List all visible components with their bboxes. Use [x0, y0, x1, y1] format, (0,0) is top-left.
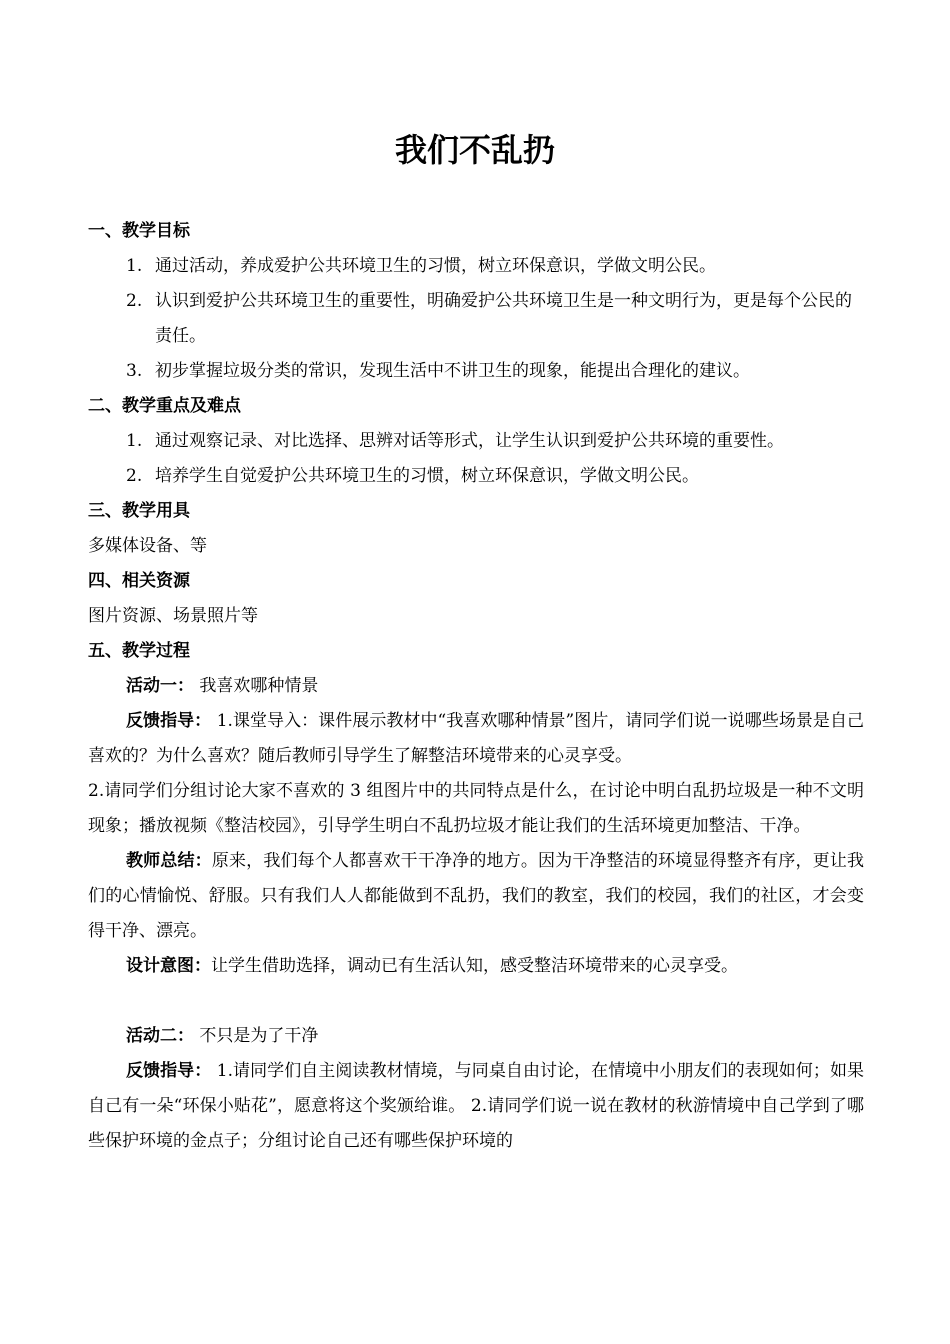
section-heading-process: 五、教学过程	[88, 641, 190, 661]
summary-text: 原来，我们每个人都喜欢干干净净的地方。因为干净整洁的环境显得整齐有序，更让我们的心情愉悦、舒服。只有我们人人都能做到不乱扔，我们的教室，我们的校园，我们的社区，才会变得干净、漂亮。	[88, 851, 865, 941]
document-title: 我们不乱扔	[394, 131, 555, 169]
section-heading-key-points: 二、教学重点及难点	[88, 396, 241, 416]
design-intent	[88, 949, 864, 984]
list-item-text: 培养学生自觉爱护公共环境卫生的习惯，树立环保意识，学做文明公民。	[155, 466, 699, 486]
activity-two-feedback	[88, 1054, 864, 1159]
list-item	[88, 459, 864, 494]
list-item-number: 1.	[126, 431, 143, 451]
activity-one-feedback	[88, 704, 864, 774]
list-item-number: 2.	[126, 466, 143, 486]
list-item-text: 认识到爱护公共环境卫生的重要性，明确爱护公共环境卫生是一种文明行为，更是每个公民的责任。	[155, 291, 852, 346]
section-heading-objectives: 一、教学目标	[88, 221, 190, 241]
list-item-number: 1.	[126, 256, 143, 276]
section-heading-resources: 四、相关资源	[88, 571, 190, 591]
list-item-text: 初步掌握垃圾分类的常识，发现生活中不讲卫生的现象，能提出合理化的建议。	[155, 361, 750, 381]
summary-label: 教师总结：	[126, 851, 212, 871]
list-item-text: 通过观察记录、对比选择、思辨对话等形式，让学生认识到爱护公共环境的重要性。	[155, 431, 784, 451]
design-text: 让学生借助选择，调动已有生活认知，感受整洁环境带来的心灵享受。	[211, 956, 738, 976]
list-item-number: 2.	[126, 291, 143, 311]
activity-two-label: 活动二：	[126, 1026, 194, 1046]
list-item	[88, 354, 864, 389]
list-item-text: 通过活动，养成爱护公共环境卫生的习惯，树立环保意识，学做文明公民。	[155, 256, 716, 276]
activity-one-label: 活动一：	[126, 676, 194, 696]
list-item-number: 3.	[126, 361, 143, 381]
activity-two-title	[88, 1019, 864, 1054]
activity-two-name: 不只是为了干净	[199, 1026, 319, 1046]
design-label: 设计意图：	[126, 956, 211, 976]
teacher-summary	[88, 844, 864, 949]
document-body	[88, 214, 864, 1159]
activity-one-name: 我喜欢哪种情景	[199, 676, 319, 696]
list-item	[88, 424, 864, 459]
feedback-text: 1.请同学们自主阅读教材情境，与同桌自由讨论，在情境中小朋友们的表现如何；如果自己有一朵“环保小贴花”，愿意将这个奖颁给谁。 2.请同学们说一说在教材的秋游情境中自己学到了哪些保护环境的金点子；分组讨论自己还有哪些保护环境的	[88, 1061, 865, 1151]
feedback-label: 反馈指导：	[126, 711, 212, 731]
paragraph-spacer	[88, 984, 864, 1019]
activity-one-feedback-continued: 2.请同学们分组讨论大家不喜欢的 3 组图片中的共同特点是什么，在讨论中明白乱扔垃圾是一种不文明现象；播放视频《整洁校园》，引导学生明白不乱扔垃圾才能让我们的生活环境更加整洁、干净。	[88, 781, 864, 836]
feedback-label: 反馈指导：	[126, 1061, 212, 1081]
tools-text: 多媒体设备、等	[88, 536, 207, 556]
list-item	[88, 249, 864, 284]
activity-one-title	[88, 669, 864, 704]
section-heading-tools: 三、教学用具	[88, 501, 190, 521]
feedback-text: 1.课堂导入：课件展示教材中“我喜欢哪种情景”图片，请同学们说一说哪些场景是自己喜欢的？为什么喜欢？随后教师引导学生了解整洁环境带来的心灵享受。	[88, 711, 865, 766]
list-item	[88, 284, 864, 354]
resources-text: 图片资源、场景照片等	[88, 606, 258, 626]
